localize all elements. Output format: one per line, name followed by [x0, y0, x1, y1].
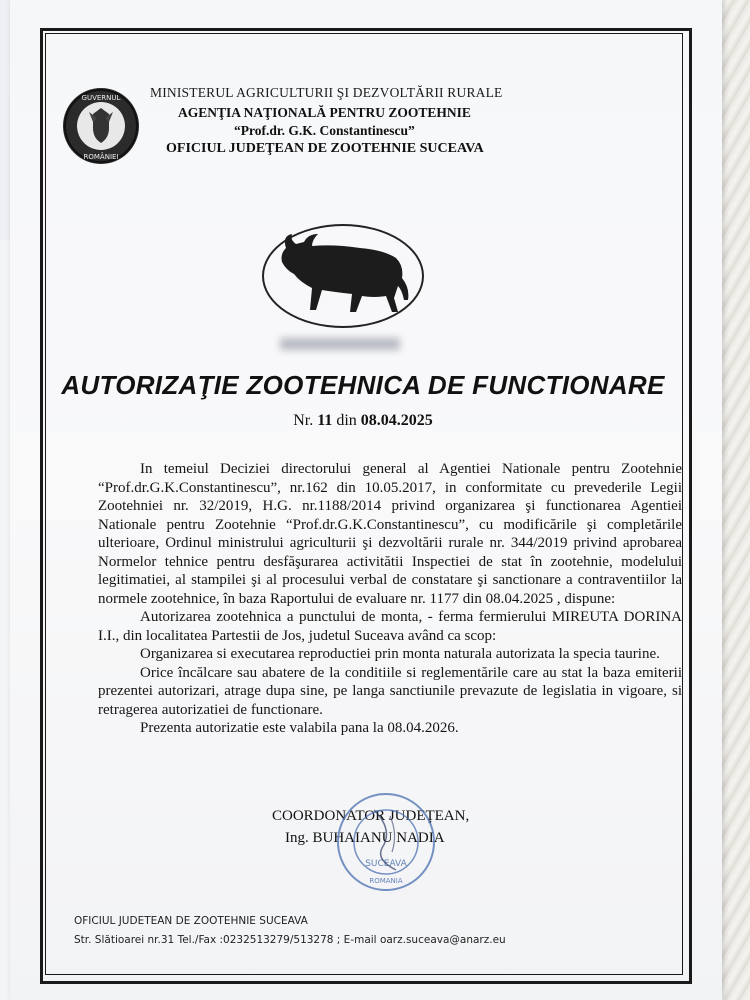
- seal-bottom-text: ROMÂNIEI: [83, 153, 119, 161]
- legal-basis-paragraph: In temeiul Deciziei directorului general al Agentiei Nationale pentru Zootehnie “Prof.dr.G.K.Constantinescu”, nr.162 din 10.05.2017, in conformitate cu prevederile Legii Zootehniei nr. 32/2019, H.G. nr.1188/2014 privind organizarea şi functionarea Agentiei Nationale pentru Zootehnie “Prof.dr.G.K.Constantinescu”, cu modificările şi completările ulterioare, Ordinul ministrului agriculturii şi dezvoltării rurale nr. 344/2019 privind aprobarea Normelor tehnice pentru desfăşurarea activitătii Inspectiei de stat în zootehnie, modelului legitimatiei, al stampilei şi al procesului verbal de constatare şi sanctionare a contraventiilor la normele zootehnice, în baza Raportului de evaluare nr. 1177 din 08.04.2025 , dispune:: [98, 461, 682, 607]
- document-body: [98, 460, 682, 738]
- signatory-title: COORDONATOR JUDEŢEAN,: [272, 808, 470, 824]
- footer-office: OFICIUL JUDETEAN DE ZOOTEHNIE SUCEAVA: [74, 915, 308, 927]
- agency-patron: “Prof.dr. G.K. Constantinescu”: [234, 123, 415, 138]
- official-stamp: [334, 790, 438, 894]
- coat-of-arms-icon: [63, 88, 139, 164]
- document-number: [48, 412, 678, 430]
- number-value: 11: [317, 412, 333, 429]
- signatory-name: Ing. BUHAIANU NADIA: [285, 830, 445, 846]
- authorization-paragraph: Autorizarea zootehnica a punctului de monta, - ferma fermierului MIREUTA DORINA I.I., din localitatea Partestii de Jos, judetul Suceava având ca scop:: [98, 609, 682, 644]
- stamp-city: SUCEAVA: [365, 859, 407, 869]
- bull-icon: [264, 226, 418, 322]
- document-title: AUTORIZAŢIE ZOOTEHNICA DE FUNCTIONARE: [61, 370, 665, 400]
- office-name: OFICIUL JUDEŢEAN DE ZOOTEHNIE SUCEAVA: [166, 141, 484, 156]
- blurred-text: [280, 338, 400, 350]
- government-seal: [63, 88, 139, 164]
- purpose-paragraph: Organizarea si executarea reproductiei prin monta naturala autorizata la specia taurine.: [140, 646, 660, 662]
- ministry-name: MINISTERUL AGRICULTURII ŞI DEZVOLTĂRII RURALE: [150, 85, 503, 100]
- validity-paragraph: Prezenta autorizatie este valabila pana la 08.04.2026.: [140, 720, 459, 736]
- seal-top-text: GUVERNUL: [81, 94, 121, 102]
- stamp-country: ROMANIA: [369, 877, 403, 885]
- agency-name: AGENŢIA NAŢIONALĂ PENTRU ZOOTEHNIE: [178, 105, 471, 120]
- footer-address: Str. Slătioarei nr.31 Tel./Fax :0232513279/513278 ; E-mail oarz.suceava@anarz.eu: [74, 934, 506, 946]
- number-prefix: Nr.: [293, 412, 314, 429]
- bull-logo: [262, 224, 424, 328]
- stamp-icon: [334, 790, 438, 894]
- issue-date: 08.04.2025: [360, 412, 433, 429]
- date-prefix: din: [336, 412, 357, 429]
- sanctions-paragraph: Orice încălcare sau abatere de la conditiile si reglementările care au stat la baza emiterii prezentei autorizari, atrage dupa sine, pe langa sanctiunile prevazute de legislatia in vigoare, si retragerea autorizatiei de functionare.: [98, 664, 682, 718]
